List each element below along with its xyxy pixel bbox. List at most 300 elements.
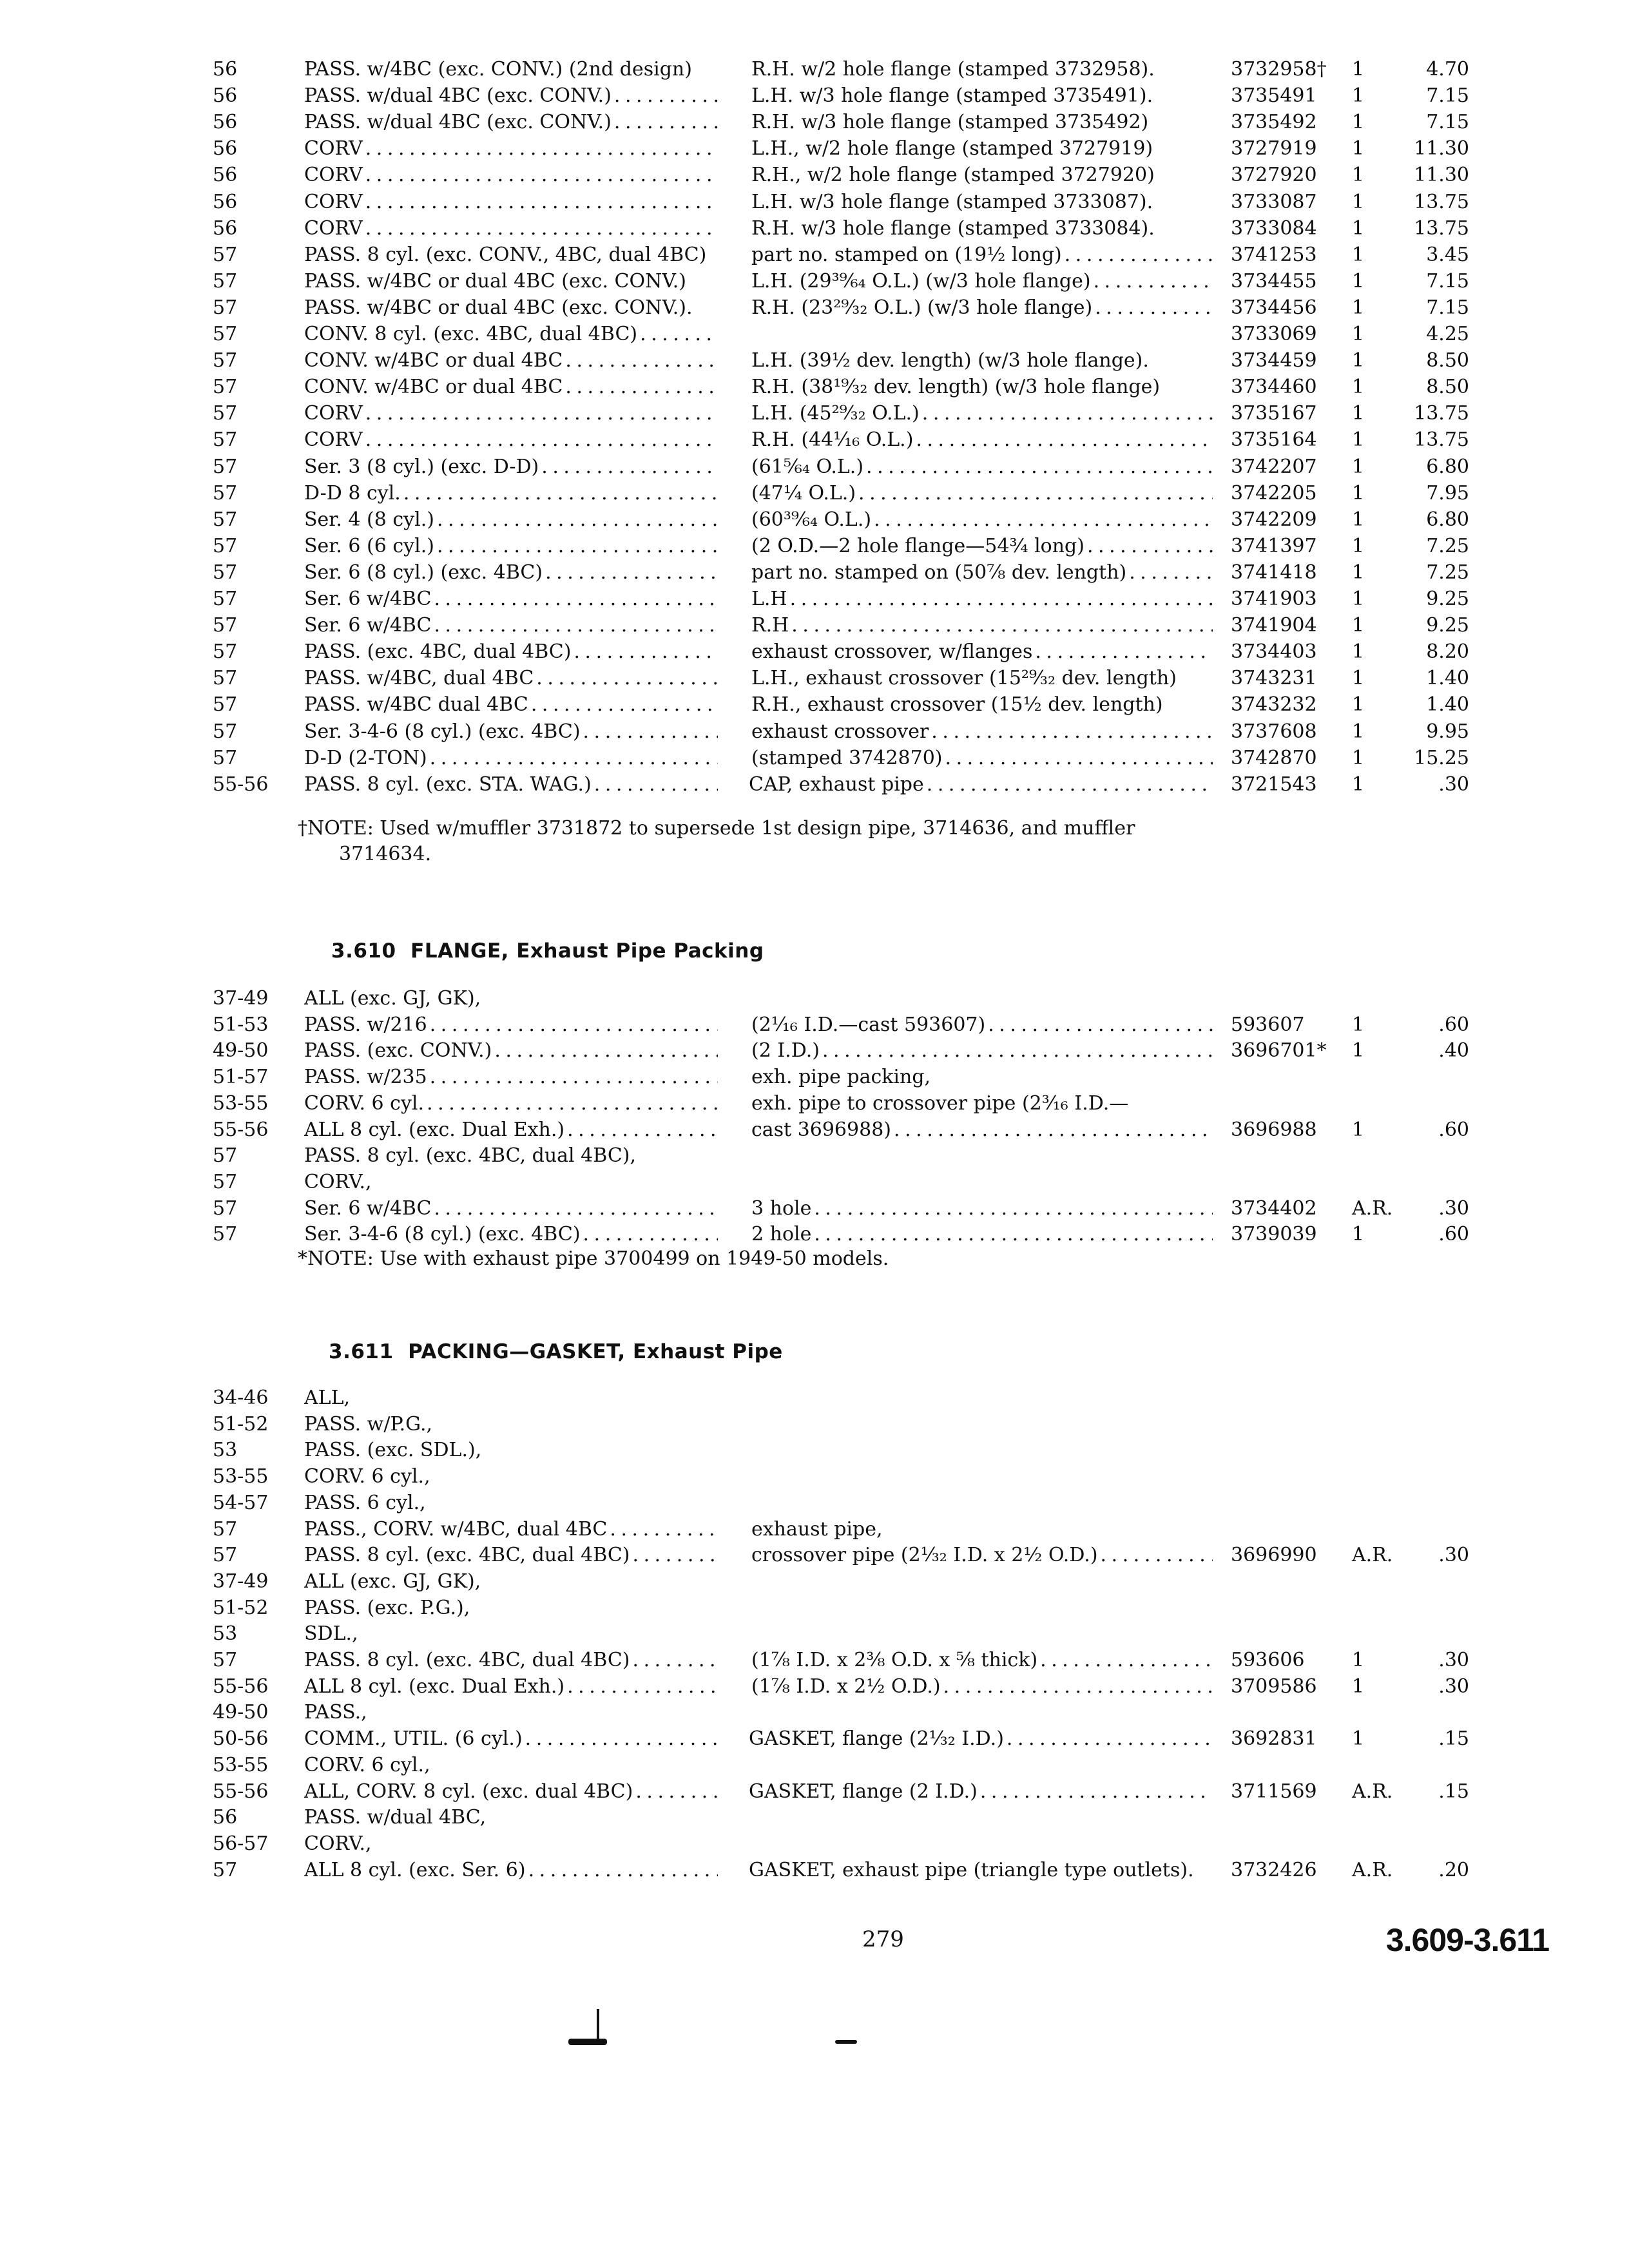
year-cell: 57 — [213, 588, 238, 610]
application-cell — [304, 1595, 718, 1621]
year-cell: 56 — [213, 111, 238, 134]
table-row — [0, 1753, 1629, 1778]
table-row — [0, 162, 1629, 188]
year-cell: 53 — [213, 1622, 238, 1646]
application-text: ALL 8 cyl. (exc. Dual Exh.) — [304, 1675, 565, 1698]
application-cell — [304, 1831, 718, 1857]
scan-artifact — [568, 2039, 607, 2045]
price-cell: 11.30 — [1414, 164, 1469, 187]
dot-leader — [924, 772, 1213, 798]
description-cell — [749, 1779, 1213, 1805]
description-text: L.H. (39½ dev. length) (w/3 hole flange). — [751, 349, 1149, 372]
application-text: D-D (2-TON) — [304, 746, 427, 769]
application-cell — [304, 189, 718, 215]
description-text: (1⅞ I.D. x 2⅜ O.D. x ⅝ thick) — [751, 1649, 1038, 1671]
application-cell — [304, 560, 718, 586]
part-number-cell: 3741418 — [1231, 561, 1317, 584]
dot-leader — [401, 481, 718, 506]
quantity-cell: 1 — [1352, 614, 1365, 637]
part-number-cell: 3742870 — [1231, 746, 1317, 769]
price-cell: 4.70 — [1426, 58, 1469, 81]
price-cell: 13.75 — [1414, 216, 1469, 240]
application-text: CONV. 8 cyl. (exc. 4BC, dual 4BC) — [304, 323, 638, 345]
application-text: PASS. w/235 — [304, 1066, 427, 1089]
description-cell — [751, 613, 1213, 639]
price-cell: 8.50 — [1426, 349, 1469, 372]
dot-leader — [820, 1038, 1213, 1064]
price-cell: 9.95 — [1426, 720, 1469, 743]
table-row — [0, 1169, 1629, 1195]
table-row — [0, 1091, 1629, 1117]
description-text: R.H., exhaust crossover (15½ dev. length) — [751, 693, 1163, 716]
description-text: (stamped 3742870) — [751, 746, 943, 769]
dot-leader — [863, 454, 1213, 480]
footnote-line: *NOTE: Use with exhaust pipe 3700499 on 1949-50 models. — [298, 1247, 889, 1270]
quantity-cell: 1 — [1352, 269, 1365, 293]
year-cell: 57 — [213, 614, 238, 637]
quantity-cell: 1 — [1352, 1649, 1365, 1671]
price-cell: 7.25 — [1426, 561, 1469, 584]
table-row — [0, 348, 1629, 374]
part-number-cell: 3741253 — [1231, 243, 1317, 266]
dot-leader — [523, 1726, 718, 1752]
table-row — [0, 427, 1629, 453]
table-row — [0, 1143, 1629, 1169]
description-cell — [749, 772, 1213, 798]
part-number-cell: 3733069 — [1231, 323, 1317, 345]
section-number: 3.610 — [331, 939, 396, 963]
dot-leader — [363, 216, 718, 242]
quantity-cell: 1 — [1352, 376, 1365, 399]
table-row — [0, 986, 1629, 1012]
quantity-cell: 1 — [1352, 428, 1365, 452]
footnote-line-1: †NOTE: Used w/muffler 3731872 to supersede 1st design pipe, 3714636, and muffler — [298, 817, 1135, 840]
application-cell — [304, 1412, 718, 1437]
dot-leader — [1084, 533, 1213, 559]
application-cell — [304, 322, 718, 347]
application-cell — [304, 1700, 718, 1725]
dot-leader — [431, 586, 718, 612]
description-cell — [751, 242, 1213, 268]
application-cell — [304, 348, 718, 374]
application-text: Ser. 3-4-6 (8 cyl.) (exc. 4BC) — [304, 720, 581, 743]
year-cell: 57 — [213, 720, 238, 743]
dot-leader — [427, 1012, 718, 1038]
table-row — [0, 507, 1629, 533]
part-number-cell: 3721543 — [1231, 773, 1317, 796]
description-text: (2 I.D.) — [751, 1039, 820, 1062]
application-text: PASS. w/4BC, dual 4BC — [304, 667, 534, 690]
year-cell: 57 — [213, 455, 238, 478]
quantity-cell: 1 — [1352, 1013, 1365, 1036]
part-number-cell: 3733087 — [1231, 190, 1317, 213]
table-row — [0, 1064, 1629, 1090]
description-text: (60³⁹⁄₆₄ O.L.) — [751, 508, 872, 531]
price-cell: 6.80 — [1426, 455, 1469, 478]
year-cell: 57 — [213, 534, 238, 557]
application-cell — [304, 1621, 718, 1647]
price-cell: 1.40 — [1426, 667, 1469, 690]
application-cell — [304, 1143, 718, 1169]
year-cell: 51-52 — [213, 1596, 269, 1619]
part-number-cell: 3696988 — [1231, 1118, 1317, 1141]
application-text: CONV. w/4BC or dual 4BC — [304, 349, 563, 372]
table-row — [0, 57, 1629, 82]
part-number-cell: 3735164 — [1231, 428, 1317, 452]
part-number-cell: 3711569 — [1231, 1780, 1317, 1803]
dot-leader — [630, 1542, 718, 1568]
price-cell: .30 — [1438, 773, 1469, 796]
price-cell: .15 — [1438, 1780, 1469, 1803]
application-cell — [304, 1012, 718, 1038]
year-cell: 53-55 — [213, 1465, 269, 1488]
footnote-line-2: 3714634. — [339, 843, 432, 865]
year-cell: 56 — [213, 190, 238, 213]
price-cell: 7.15 — [1426, 111, 1469, 134]
quantity-cell: 1 — [1352, 1223, 1365, 1246]
table-row — [0, 1517, 1629, 1542]
application-text: PASS. (exc. CONV.) — [304, 1039, 492, 1062]
application-text: ALL, — [304, 1387, 351, 1409]
description-text: GASKET, flange (2 I.D.) — [749, 1780, 978, 1803]
year-cell: 51-53 — [213, 1013, 269, 1036]
dot-leader — [563, 348, 718, 374]
application-text: PASS. 8 cyl. (exc. STA. WAG.) — [304, 773, 592, 796]
table-row — [0, 745, 1629, 771]
application-cell — [304, 1117, 718, 1143]
table-row — [0, 1700, 1629, 1725]
dot-leader — [789, 613, 1213, 639]
section-number: 3.611 — [329, 1340, 394, 1363]
description-cell — [751, 374, 1213, 400]
dot-leader — [985, 1012, 1213, 1038]
description-cell — [751, 692, 1213, 718]
application-cell — [304, 110, 718, 135]
description-cell — [751, 1648, 1213, 1673]
application-cell — [304, 401, 718, 427]
application-cell — [304, 1779, 718, 1805]
application-text: PASS. (exc. SDL.), — [304, 1439, 482, 1462]
application-text: Ser. 6 w/4BC — [304, 1196, 432, 1220]
table-row — [0, 295, 1629, 321]
table-row — [0, 216, 1629, 242]
quantity-cell: 1 — [1352, 137, 1365, 160]
description-text: exhaust crossover, w/flanges — [751, 640, 1033, 664]
quantity-cell: 1 — [1352, 773, 1365, 796]
dot-leader — [427, 1064, 718, 1090]
year-cell: 53 — [213, 1439, 238, 1462]
year-cell: 51-52 — [213, 1412, 269, 1436]
quantity-cell: 1 — [1352, 667, 1365, 690]
part-number-cell: 3732426 — [1231, 1858, 1317, 1881]
dot-leader — [941, 1674, 1213, 1700]
description-cell — [751, 427, 1213, 453]
application-text: CORV — [304, 216, 363, 240]
description-text: (1⅞ I.D. x 2½ O.D.) — [751, 1675, 941, 1698]
application-text: PASS., CORV. w/4BC, dual 4BC — [304, 1517, 608, 1541]
year-cell: 57 — [213, 323, 238, 345]
part-number-cell: 3709586 — [1231, 1675, 1317, 1698]
application-cell — [304, 692, 718, 718]
part-number-cell: 3735491 — [1231, 84, 1317, 108]
dot-leader — [363, 401, 718, 427]
application-text: ALL (exc. GJ, GK), — [304, 1570, 481, 1593]
description-cell — [751, 1222, 1213, 1247]
description-cell — [751, 295, 1213, 321]
year-cell: 53-55 — [213, 1753, 269, 1776]
dot-leader — [492, 1038, 718, 1064]
dot-leader — [630, 1648, 718, 1673]
price-cell: .60 — [1438, 1223, 1469, 1246]
table-row — [0, 1831, 1629, 1857]
table-row — [0, 1196, 1629, 1222]
application-cell — [304, 772, 718, 798]
part-number-cell: 3741903 — [1231, 588, 1317, 610]
application-cell — [304, 1648, 718, 1673]
application-cell — [304, 1091, 718, 1117]
dot-leader — [427, 745, 718, 771]
dot-leader — [811, 1196, 1213, 1222]
description-text: L.H. w/3 hole flange (stamped 3735491). — [751, 84, 1153, 108]
price-cell: .30 — [1438, 1675, 1469, 1698]
year-cell: 54-57 — [213, 1491, 269, 1514]
application-text: ALL 8 cyl. (exc. Ser. 6) — [304, 1858, 526, 1881]
table-row — [0, 1779, 1629, 1805]
year-cell: 57 — [213, 1544, 238, 1567]
year-cell: 57 — [213, 640, 238, 664]
quantity-cell: 1 — [1352, 190, 1365, 213]
table-row — [0, 1117, 1629, 1143]
price-cell: .60 — [1438, 1013, 1469, 1036]
dot-leader — [363, 427, 718, 453]
year-cell: 57 — [213, 402, 238, 425]
table-row — [0, 110, 1629, 135]
table-row — [0, 1542, 1629, 1568]
application-text: CORV — [304, 137, 363, 160]
dot-leader — [1062, 242, 1213, 268]
description-cell — [751, 1196, 1213, 1222]
application-text: PASS. w/dual 4BC (exc. CONV.) — [304, 111, 612, 134]
price-cell: 3.45 — [1426, 243, 1469, 266]
application-text: Ser. 3-4-6 (8 cyl.) (exc. 4BC) — [304, 1223, 581, 1246]
description-cell — [751, 1674, 1213, 1700]
price-cell: .30 — [1438, 1196, 1469, 1220]
table-row — [0, 83, 1629, 109]
quantity-cell: 1 — [1352, 481, 1365, 505]
application-cell — [304, 533, 718, 559]
table-row — [0, 1726, 1629, 1752]
price-cell: 13.75 — [1414, 402, 1469, 425]
part-number-cell: 3692831 — [1231, 1727, 1317, 1751]
application-cell — [304, 586, 718, 612]
description-text: L.H. (45²⁹⁄₃₂ O.L.) — [751, 402, 920, 425]
application-text: PASS. 8 cyl. (exc. 4BC, dual 4BC), — [304, 1144, 637, 1168]
application-text: Ser. 6 w/4BC — [304, 614, 432, 637]
price-cell: .60 — [1438, 1118, 1469, 1141]
table-row — [0, 586, 1629, 612]
quantity-cell: 1 — [1352, 455, 1365, 478]
dot-leader — [431, 613, 718, 639]
dot-leader — [920, 401, 1213, 427]
application-text: PASS. w/4BC dual 4BC — [304, 693, 528, 716]
description-cell — [751, 110, 1213, 135]
year-cell: 57 — [213, 1196, 238, 1220]
application-text: CONV. w/4BC or dual 4BC — [304, 376, 563, 399]
part-number-cell: 3735492 — [1231, 111, 1317, 134]
part-number-cell: 3739039 — [1231, 1223, 1317, 1246]
application-text: CORV — [304, 428, 363, 452]
application-cell — [304, 666, 718, 691]
application-cell — [304, 481, 718, 506]
description-text: (47¼ O.L.) — [751, 481, 856, 505]
table-row — [0, 613, 1629, 639]
application-text: Ser. 6 (6 cyl.) — [304, 534, 434, 557]
year-cell: 55-56 — [213, 773, 269, 796]
year-cell: 57 — [213, 1858, 238, 1881]
quantity-cell: 1 — [1352, 1727, 1365, 1751]
application-cell — [304, 1517, 718, 1542]
application-cell — [304, 1464, 718, 1490]
table-row — [0, 136, 1629, 162]
dot-leader — [424, 1091, 718, 1117]
part-number-cell: 593607 — [1231, 1013, 1305, 1036]
description-text: part no. stamped on (50⅞ dev. length) — [751, 561, 1127, 584]
application-text: CORV. 6 cyl., — [304, 1753, 430, 1776]
description-cell — [751, 1517, 1213, 1542]
application-cell — [304, 242, 718, 268]
table-row — [0, 1222, 1629, 1247]
application-cell — [304, 374, 718, 400]
dot-leader — [564, 1674, 718, 1700]
price-cell: 1.40 — [1426, 693, 1469, 716]
quantity-cell: 1 — [1352, 216, 1365, 240]
scan-artifact — [835, 2040, 857, 2044]
year-cell: 56 — [213, 84, 238, 108]
part-number-cell: 3733084 — [1231, 216, 1317, 240]
description-text: exh. pipe to crossover pipe (2³⁄₁₆ I.D.— — [751, 1091, 1129, 1115]
section-title: FLANGE, Exhaust Pipe Packing — [410, 939, 764, 963]
application-cell — [304, 1038, 718, 1064]
application-cell — [304, 1726, 718, 1752]
description-text: R.H. w/3 hole flange (stamped 3733084). — [751, 216, 1155, 240]
dot-leader — [1092, 295, 1213, 321]
dot-leader — [1037, 1648, 1213, 1673]
application-text: CORV — [304, 190, 363, 213]
price-cell: 7.25 — [1426, 534, 1469, 557]
year-cell: 57 — [213, 1223, 238, 1246]
description-cell — [751, 745, 1213, 771]
application-cell — [304, 719, 718, 745]
dot-leader — [539, 454, 718, 480]
description-text: GASKET, flange (2¹⁄₃₂ I.D.) — [749, 1727, 1004, 1751]
dot-leader — [528, 692, 718, 718]
description-cell — [751, 269, 1213, 294]
description-cell — [751, 57, 1213, 82]
description-cell — [749, 1726, 1213, 1752]
year-cell: 55-56 — [213, 1118, 269, 1141]
dot-leader — [563, 374, 718, 400]
application-cell — [304, 1805, 718, 1831]
application-text: CORV., — [304, 1170, 372, 1193]
description-text: crossover pipe (2¹⁄₃₂ I.D. x 2½ O.D.) — [751, 1544, 1098, 1567]
footnote-3610 — [298, 1246, 889, 1272]
description-text: 2 hole — [751, 1223, 812, 1246]
part-number-cell: 3742207 — [1231, 455, 1317, 478]
application-text: PASS. 8 cyl. (exc. 4BC, dual 4BC) — [304, 1649, 630, 1671]
part-number-cell: 3743232 — [1231, 693, 1317, 716]
year-cell: 56 — [213, 1806, 238, 1829]
description-text: R.H., w/2 hole flange (stamped 3727920) — [751, 164, 1155, 187]
application-cell — [304, 1064, 718, 1090]
dot-leader — [534, 666, 718, 691]
table-row — [0, 692, 1629, 718]
table-row — [0, 1038, 1629, 1064]
dot-leader — [434, 507, 718, 533]
application-cell — [304, 1169, 718, 1195]
year-cell: 57 — [213, 376, 238, 399]
year-cell: 57 — [213, 508, 238, 531]
application-text: PASS. (exc. 4BC, dual 4BC) — [304, 640, 572, 664]
year-cell: 56-57 — [213, 1832, 269, 1855]
description-text: R.H. (44¹⁄₁₆ O.L.) — [751, 428, 914, 452]
description-text: R.H. (23²⁹⁄₃₂ O.L.) (w/3 hole flange) — [751, 296, 1093, 319]
application-cell — [304, 507, 718, 533]
year-cell: 55-56 — [213, 1675, 269, 1698]
application-text: PASS., — [304, 1701, 367, 1724]
dot-leader — [564, 1117, 718, 1143]
dot-leader — [978, 1779, 1213, 1805]
dot-leader — [1098, 1542, 1213, 1568]
year-cell: 57 — [213, 1517, 238, 1541]
description-text: 3 hole — [751, 1196, 812, 1220]
description-cell — [751, 1038, 1213, 1064]
table-row — [0, 666, 1629, 691]
price-cell: 4.25 — [1426, 323, 1469, 345]
application-text: CORV., — [304, 1832, 372, 1855]
application-cell — [304, 1674, 718, 1700]
description-cell — [751, 1064, 1213, 1090]
description-cell — [751, 1091, 1213, 1117]
quantity-cell: 1 — [1352, 1675, 1365, 1698]
table-row — [0, 1805, 1629, 1831]
quantity-cell: 1 — [1352, 349, 1365, 372]
year-cell: 56 — [213, 137, 238, 160]
price-cell: .40 — [1438, 1039, 1469, 1062]
year-cell: 34-46 — [213, 1387, 269, 1409]
dot-leader — [363, 189, 718, 215]
quantity-cell: 1 — [1352, 111, 1365, 134]
year-cell: 55-56 — [213, 1780, 269, 1803]
description-cell — [751, 401, 1213, 427]
section-range: 3.609-3.611 — [1385, 1922, 1549, 1958]
table-row — [0, 1621, 1629, 1647]
dot-leader — [607, 1517, 718, 1542]
price-cell: .30 — [1438, 1544, 1469, 1567]
application-text: PASS. 8 cyl. (exc. CONV., 4BC, dual 4BC) — [304, 243, 707, 266]
dot-leader — [1091, 269, 1213, 294]
application-cell — [304, 745, 718, 771]
price-cell: 7.15 — [1426, 296, 1469, 319]
price-cell: 7.95 — [1426, 481, 1469, 505]
year-cell: 57 — [213, 481, 238, 505]
price-cell: .15 — [1438, 1727, 1469, 1751]
quantity-cell: 1 — [1352, 402, 1365, 425]
description-cell — [751, 1542, 1213, 1568]
description-cell — [751, 162, 1213, 188]
quantity-cell: 1 — [1352, 693, 1365, 716]
application-cell — [304, 1437, 718, 1463]
description-text: exhaust crossover — [751, 720, 929, 743]
